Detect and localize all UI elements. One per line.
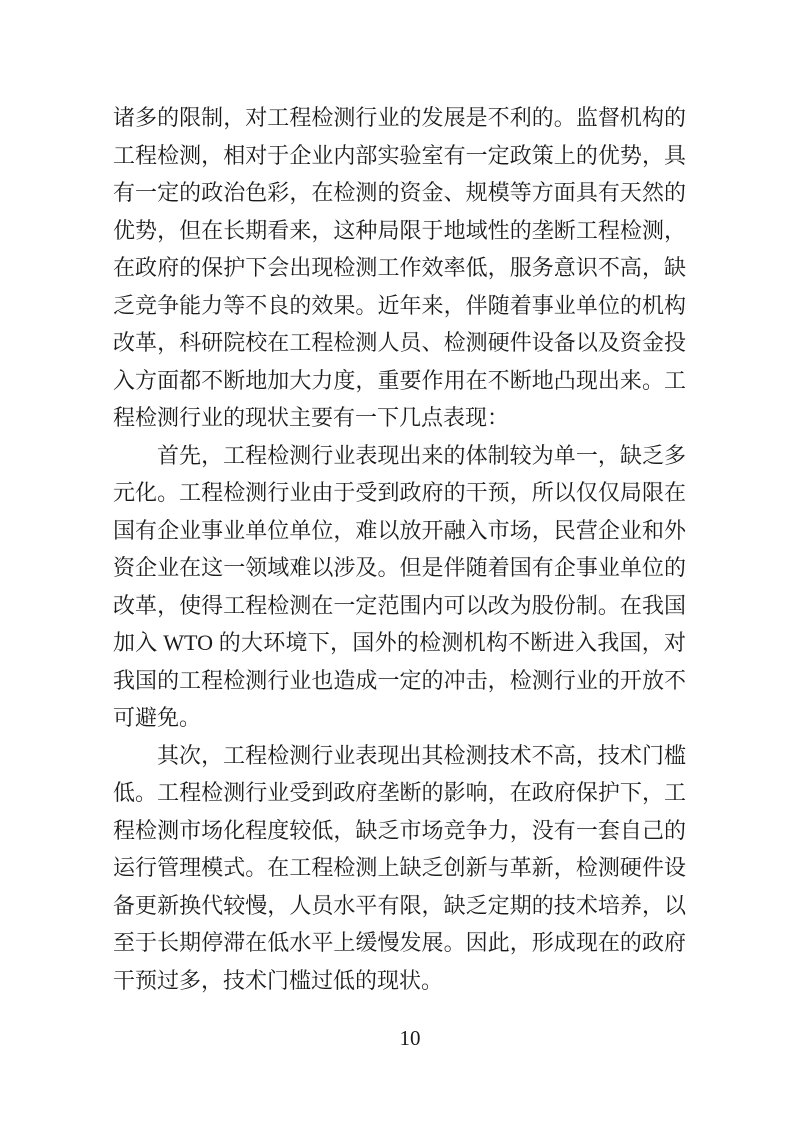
paragraph-second-point: 其次，工程检测行业表现出其检测技术不高，技术门槛低。工程检测行业受到政府垄断的影响，在政府保护下，工程检测市场化程度较低，缺乏市场竞争力，没有一套自己的运行管理模式。在工程检测上缺乏创新与革新，检测硬件设备更新换代较慢，人员水平有限，缺乏定期的技术培养，以至于长期停滞在低水平上缓慢发展。因此，形成现在的政府干预过多，技术门槛过低的现状。	[113, 742, 686, 993]
paragraph-continuation: 诸多的限制，对工程检测行业的发展是不利的。监督机构的工程检测，相对于企业内部实验室有一定政策上的优势，具有一定的政治色彩，在检测的资金、规模等方面具有天然的优势，但在长期看来，这种局限于地域性的垄断工程检测，在政府的保护下会出现检测工作效率低，服务意识不高，缺乏竞争能力等不良的效果。近年来，伴随着事业单位的机构改革，科研院校在工程检测人员、检测硬件设备以及资金投入方面都不断地加大力度，重要作用在不断地凸现出来。工程检测行业的现状主要有一下几点表现：	[113, 105, 686, 430]
page-number: 10	[399, 1026, 421, 1050]
paragraph-first-point: 首先，工程检测行业表现出来的体制较为单一，缺乏多元化。工程检测行业由于受到政府的干预，所以仅仅局限在国有企业事业单位单位，难以放开融入市场，民营企业和外资企业在这一领域难以涉及。但是伴随着国有企事业单位的改革，使得工程检测在一定范围内可以改为股份制。在我国加入 WTO 的大环境下，国外的检测机构不断进入我国，对我国的工程检测行业也造成一定的冲击，检测行业的开放不可避免。	[113, 442, 686, 730]
page-body	[113, 99, 686, 999]
